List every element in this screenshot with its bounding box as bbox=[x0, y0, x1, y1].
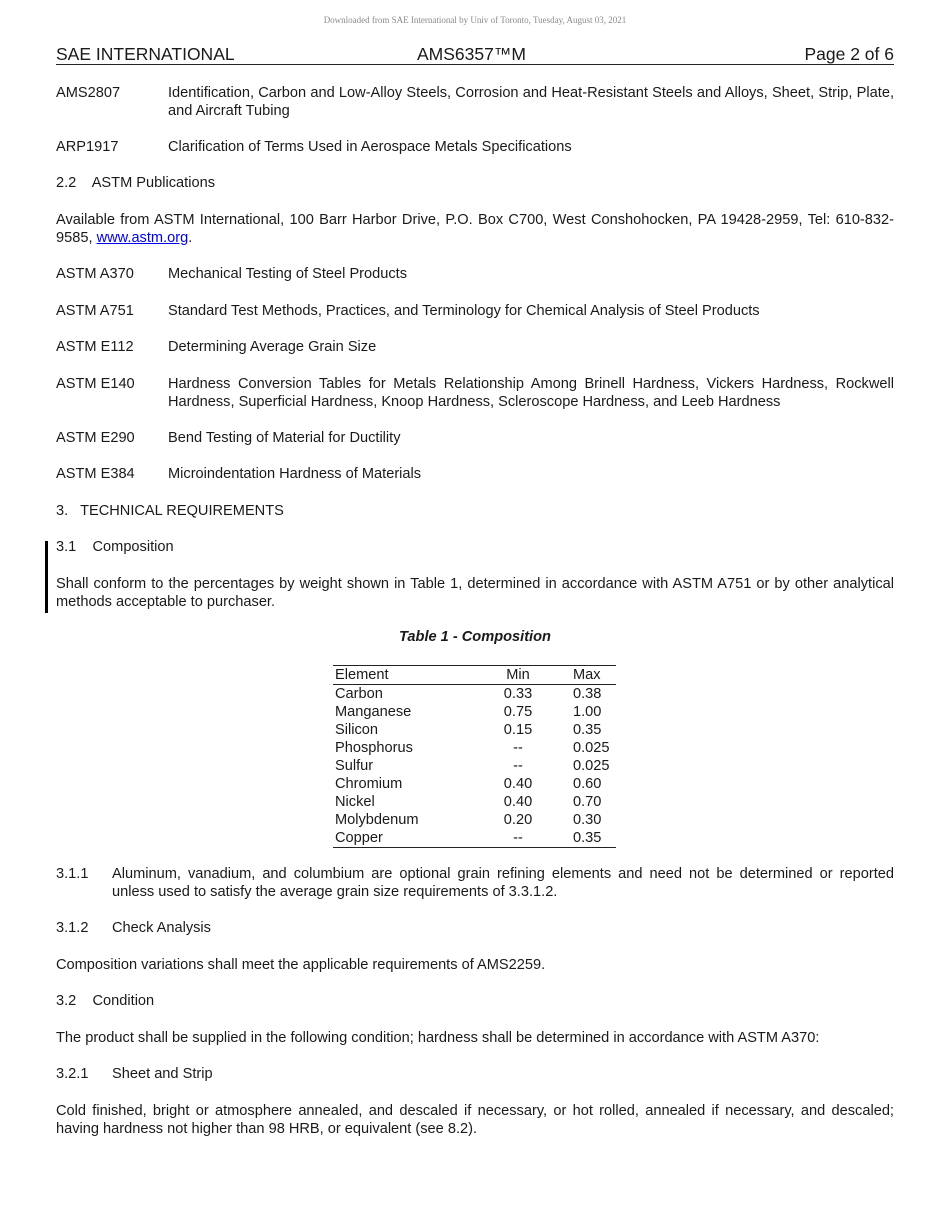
section-number: 3.2.1 bbox=[56, 1066, 89, 1082]
reference-title: Mechanical Testing of Steel Products bbox=[168, 266, 408, 282]
reference-entry bbox=[56, 375, 894, 411]
composition-paragraph: Shall conform to the percentages by weight shown in Table 1, determined in accordance with ASTM A751 or by other analytical methods acceptable to purchaser. bbox=[56, 576, 894, 610]
reference-entry bbox=[56, 84, 894, 120]
section-3-1-1 bbox=[56, 865, 894, 901]
table-row bbox=[333, 739, 616, 757]
section-heading-3-2: 3.2 Condition bbox=[56, 993, 155, 1009]
astm-availability-paragraph bbox=[56, 211, 894, 247]
section-heading: Check Analysis bbox=[112, 920, 211, 936]
column-header-element: Element bbox=[333, 666, 501, 685]
composition-table bbox=[333, 665, 616, 848]
element-cell: Manganese bbox=[335, 704, 412, 720]
max-cell: 0.35 bbox=[573, 722, 602, 738]
sheet-strip-paragraph: Cold finished, bright or atmosphere annealed, and descaled if necessary, or hot rolled, annealed if necessary, and descaled; having hardness not higher than 98 HRB, or equivalent (see 8.2). bbox=[56, 1103, 894, 1137]
element-cell: Silicon bbox=[335, 722, 378, 738]
astm-availability-end: . bbox=[188, 230, 193, 246]
section-heading: Sheet and Strip bbox=[112, 1066, 213, 1082]
min-value: 0.20 bbox=[503, 812, 533, 828]
reference-title: Standard Test Methods, Practices, and Terminology for Chemical Analysis of Steel Products bbox=[168, 303, 760, 319]
min-value: -- bbox=[513, 830, 523, 846]
element-cell: Molybdenum bbox=[335, 812, 419, 828]
element-cell: Chromium bbox=[335, 776, 403, 792]
element-cell: Copper bbox=[335, 830, 383, 846]
element-cell: Carbon bbox=[335, 686, 383, 702]
reference-title: Determining Average Grain Size bbox=[168, 339, 377, 355]
element-cell: Nickel bbox=[335, 794, 375, 810]
min-cell bbox=[501, 775, 573, 793]
astm-availability-text: Available from ASTM International, 100 Barr Harbor Drive, P.O. Box C700, West Conshohocken, PA 19428-2959, Tel: 610-832-9585, bbox=[56, 212, 894, 246]
check-analysis-paragraph: Composition variations shall meet the applicable requirements of AMS2259. bbox=[56, 957, 546, 973]
min-value: 0.15 bbox=[503, 722, 533, 738]
reference-title: Clarification of Terms Used in Aerospace Metals Specifications bbox=[168, 139, 572, 155]
max-cell: 0.025 bbox=[573, 740, 610, 756]
max-cell: 1.00 bbox=[573, 704, 602, 720]
max-cell: 0.30 bbox=[573, 812, 602, 828]
page-header bbox=[56, 43, 894, 65]
download-watermark: Downloaded from SAE International by Univ of Toronto, Tuesday, August 03, 2021 bbox=[323, 15, 627, 25]
header-page-number: Page 2 of 6 bbox=[804, 44, 894, 64]
revision-change-bar bbox=[45, 541, 48, 613]
max-cell: 0.38 bbox=[573, 686, 602, 702]
element-cell: Phosphorus bbox=[335, 740, 413, 756]
reference-code: ASTM E290 bbox=[56, 430, 135, 446]
astm-website-link[interactable]: www.astm.org bbox=[96, 230, 189, 246]
table-row bbox=[333, 757, 616, 775]
table-row bbox=[333, 775, 616, 793]
section-heading-3-1: 3.1 Composition bbox=[56, 539, 174, 555]
column-header-min bbox=[501, 666, 573, 685]
reference-title: Microindentation Hardness of Materials bbox=[168, 466, 422, 482]
reference-code: AMS2807 bbox=[56, 85, 121, 101]
header-doc-id: AMS6357™M bbox=[417, 44, 526, 64]
min-value: 0.75 bbox=[503, 704, 533, 720]
element-cell: Sulfur bbox=[335, 758, 374, 774]
min-cell bbox=[501, 811, 573, 829]
reference-code: ASTM A370 bbox=[56, 266, 134, 282]
column-header-max: Max bbox=[573, 666, 616, 685]
min-cell bbox=[501, 829, 573, 848]
section-number: 3.1.1 bbox=[56, 866, 89, 882]
header-org: SAE INTERNATIONAL bbox=[56, 44, 235, 64]
min-value: -- bbox=[513, 758, 523, 774]
min-value: -- bbox=[513, 740, 523, 756]
min-cell bbox=[501, 739, 573, 757]
reference-code: ASTM E112 bbox=[56, 339, 134, 355]
reference-title: Bend Testing of Material for Ductility bbox=[168, 430, 401, 446]
min-cell bbox=[501, 757, 573, 775]
section-heading-3: 3. TECHNICAL REQUIREMENTS bbox=[56, 503, 284, 519]
max-cell: 0.025 bbox=[573, 758, 610, 774]
table-row bbox=[333, 811, 616, 829]
section-text: Aluminum, vanadium, and columbium are optional grain refining elements and need not be determined or reported unless used to satisfy the average grain size requirements of 3.3.1.2. bbox=[112, 866, 894, 900]
min-cell bbox=[501, 703, 573, 721]
reference-code: ASTM E384 bbox=[56, 466, 135, 482]
max-cell: 0.35 bbox=[573, 830, 602, 846]
table-row bbox=[333, 685, 616, 704]
reference-code: ASTM A751 bbox=[56, 303, 134, 319]
min-value: 0.40 bbox=[503, 776, 533, 792]
table-row bbox=[333, 829, 616, 848]
column-header-min-text: Min bbox=[506, 667, 530, 683]
min-cell bbox=[501, 685, 573, 704]
table-row bbox=[333, 721, 616, 739]
reference-title: Identification, Carbon and Low-Alloy Steels, Corrosion and Heat-Resistant Steels and Alloys, Sheet, Strip, Plate, and Aircraft Tubing bbox=[168, 85, 894, 119]
reference-code: ARP1917 bbox=[56, 139, 119, 155]
table-caption: Table 1 - Composition bbox=[399, 629, 551, 645]
min-cell bbox=[501, 721, 573, 739]
table-row bbox=[333, 703, 616, 721]
table-header-row bbox=[333, 666, 616, 685]
table-row bbox=[333, 793, 616, 811]
section-heading-2-2: 2.2 ASTM Publications bbox=[56, 175, 215, 191]
condition-paragraph: The product shall be supplied in the following condition; hardness shall be determined in accordance with ASTM A370: bbox=[56, 1030, 820, 1046]
max-cell: 0.60 bbox=[573, 776, 602, 792]
section-number: 3.1.2 bbox=[56, 920, 89, 936]
reference-code: ASTM E140 bbox=[56, 376, 135, 392]
min-cell bbox=[501, 793, 573, 811]
min-value: 0.40 bbox=[503, 794, 533, 810]
reference-title: Hardness Conversion Tables for Metals Relationship Among Brinell Hardness, Vickers Hardness, Rockwell Hardness, Superficial Hardness, Knoop Hardness, Scleroscope Hardness, and Leeb Hardness bbox=[168, 376, 894, 410]
max-cell: 0.70 bbox=[573, 794, 602, 810]
min-value: 0.33 bbox=[503, 686, 533, 702]
